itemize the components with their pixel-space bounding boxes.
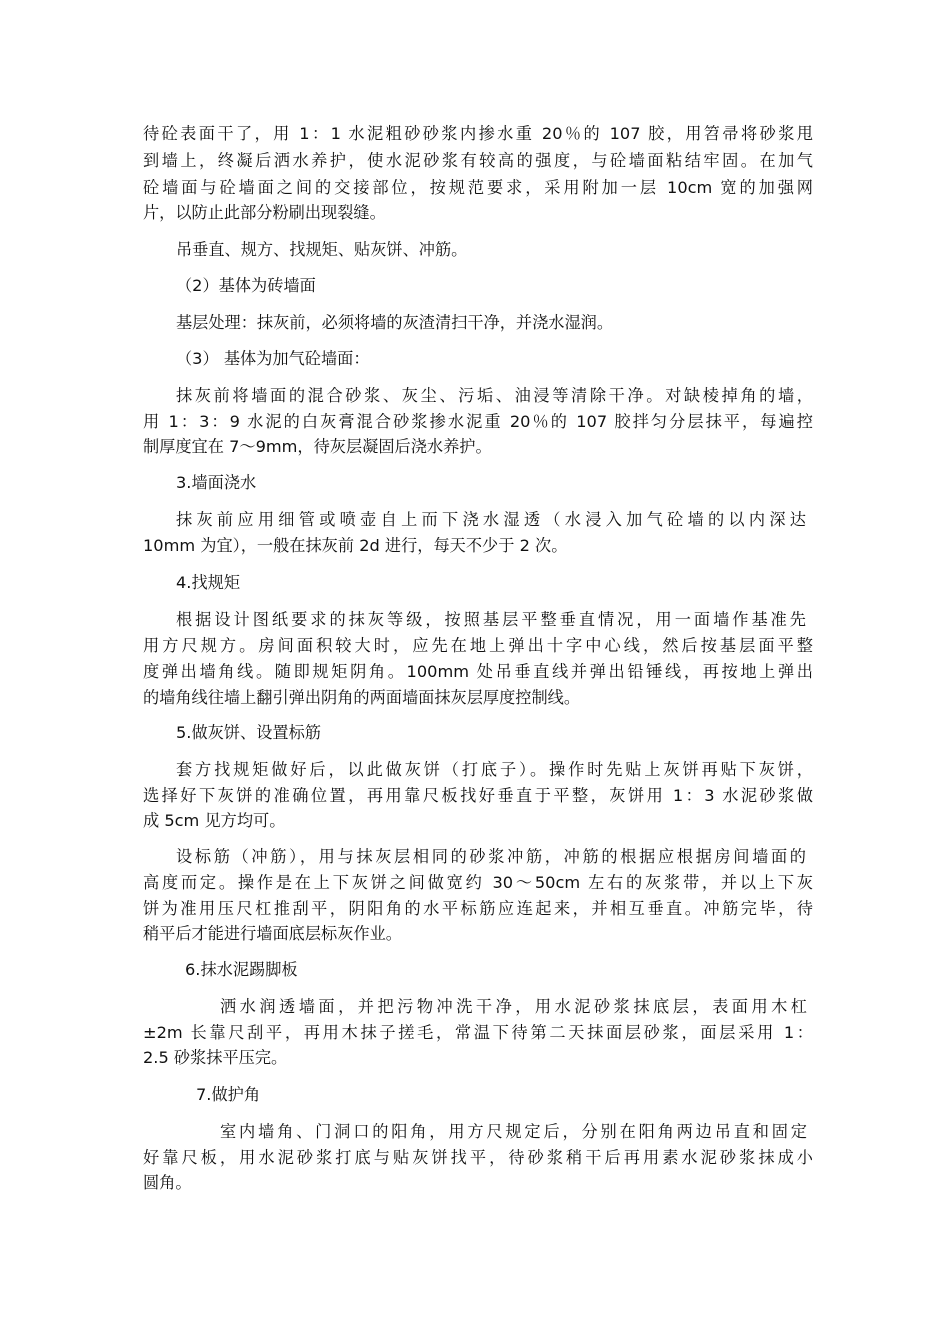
- paragraph: 吊垂直、规方、找规矩、贴灰饼、冲筋。: [176, 240, 468, 259]
- text-line: 用方尺规方。房间面积较大时，应先在地上弹出十字中心线，然后按基层面平整: [143, 636, 813, 655]
- text-line: 片，以防止此部分粉刷出现裂缝。: [143, 203, 386, 222]
- section-heading: 3.墙面浇水: [176, 473, 257, 492]
- text-line: ±2m 长靠尺刮平，再用木抹子搓毛，常温下待第二天抹面层砂浆，面层采用 1：: [143, 1023, 813, 1042]
- text-line: 砼墙面与砼墙面之间的交接部位，按规范要求，采用附加一层 10cm 宽的加强网: [143, 178, 813, 197]
- text-line: 好靠尺板，用水泥砂浆打底与贴灰饼找平，待砂浆稍干后再用素水泥砂浆抹成小: [143, 1148, 813, 1167]
- text-line: 室内墙角、门洞口的阳角，用方尺规定后，分别在阳角两边吊直和固定: [220, 1122, 807, 1141]
- text-line: 设标筋（冲筋），用与抹灰层相同的砂浆冲筋，冲筋的根据应根据房间墙面的: [176, 847, 806, 866]
- section-heading: 5.做灰饼、设置标筋: [176, 723, 321, 742]
- text-line: 到墙上，终凝后洒水养护，使水泥砂浆有较高的强度，与砼墙面粘结牢固。在加气: [143, 151, 813, 170]
- text-line: 待砼表面干了，用 1：1 水泥粗砂砂浆内掺水重 20％的 107 胶，用笤帚将砂浆甩: [143, 124, 813, 143]
- text-line: 选择好下灰饼的准确位置，再用靠尺板找好垂直于平整，灰饼用 1：3 水泥砂浆做: [143, 786, 813, 805]
- text-line: 稍平后才能进行墙面底层标灰作业。: [143, 924, 402, 943]
- text-line: 抹灰前应用细管或喷壶自上而下浇水湿透（水浸入加气砼墙的以内深达: [176, 510, 806, 529]
- text-line: 度弹出墙角线。随即规矩阴角。100mm 处吊垂直线并弹出铅锤线，再按地上弹出: [143, 662, 813, 681]
- text-line: 饼为准用压尺杠推刮平，阴阳角的水平标筋应连起来，并相互垂直。冲筋完毕，待: [143, 899, 813, 918]
- text-line: 根据设计图纸要求的抹灰等级，按照基层平整垂直情况，用一面墙作基准先: [176, 610, 806, 629]
- section-heading: 6.抹水泥踢脚板: [185, 960, 298, 979]
- section-heading: （2）基体为砖墙面: [176, 276, 316, 295]
- text-line: 2.5 砂浆抹平压完。: [143, 1048, 288, 1067]
- text-line: 套方找规矩做好后，以此做灰饼（打底子）。操作时先贴上灰饼再贴下灰饼，: [176, 760, 813, 779]
- text-line: 圆角。: [143, 1173, 192, 1192]
- section-heading: 4.找规矩: [176, 573, 241, 592]
- text-line: 洒水润透墙面，并把污物冲洗干净，用水泥砂浆抹底层，表面用木杠: [220, 997, 807, 1016]
- text-line: 10mm 为宜），一般在抹灰前 2d 进行，每天不少于 2 次。: [143, 536, 568, 555]
- text-line: 成 5cm 见方均可。: [143, 811, 286, 830]
- text-line: 的墙角线往墙上翻引弹出阴角的两面墙面抹灰层厚度控制线。: [143, 688, 581, 707]
- text-line: 高度而定。操作是在上下灰饼之间做宽约 30～50cm 左右的灰浆带，并以上下灰: [143, 873, 813, 892]
- section-heading: 7.做护角: [196, 1085, 261, 1104]
- text-line: 抹灰前将墙面的混合砂浆、灰尘、污垢、油浸等清除干净。对缺棱掉角的墙，: [176, 386, 813, 405]
- text-line: 制厚度宜在 7～9mm，待灰层凝固后浇水养护。: [143, 437, 492, 456]
- paragraph: 基层处理：抹灰前，必须将墙的灰渣清扫干净，并浇水湿润。: [176, 313, 614, 332]
- section-heading: （3） 基体为加气砼墙面：: [176, 349, 370, 368]
- text-line: 用 1：3：9 水泥的白灰膏混合砂浆掺水泥重 20％的 107 胶拌匀分层抹平，每遍控: [143, 412, 813, 431]
